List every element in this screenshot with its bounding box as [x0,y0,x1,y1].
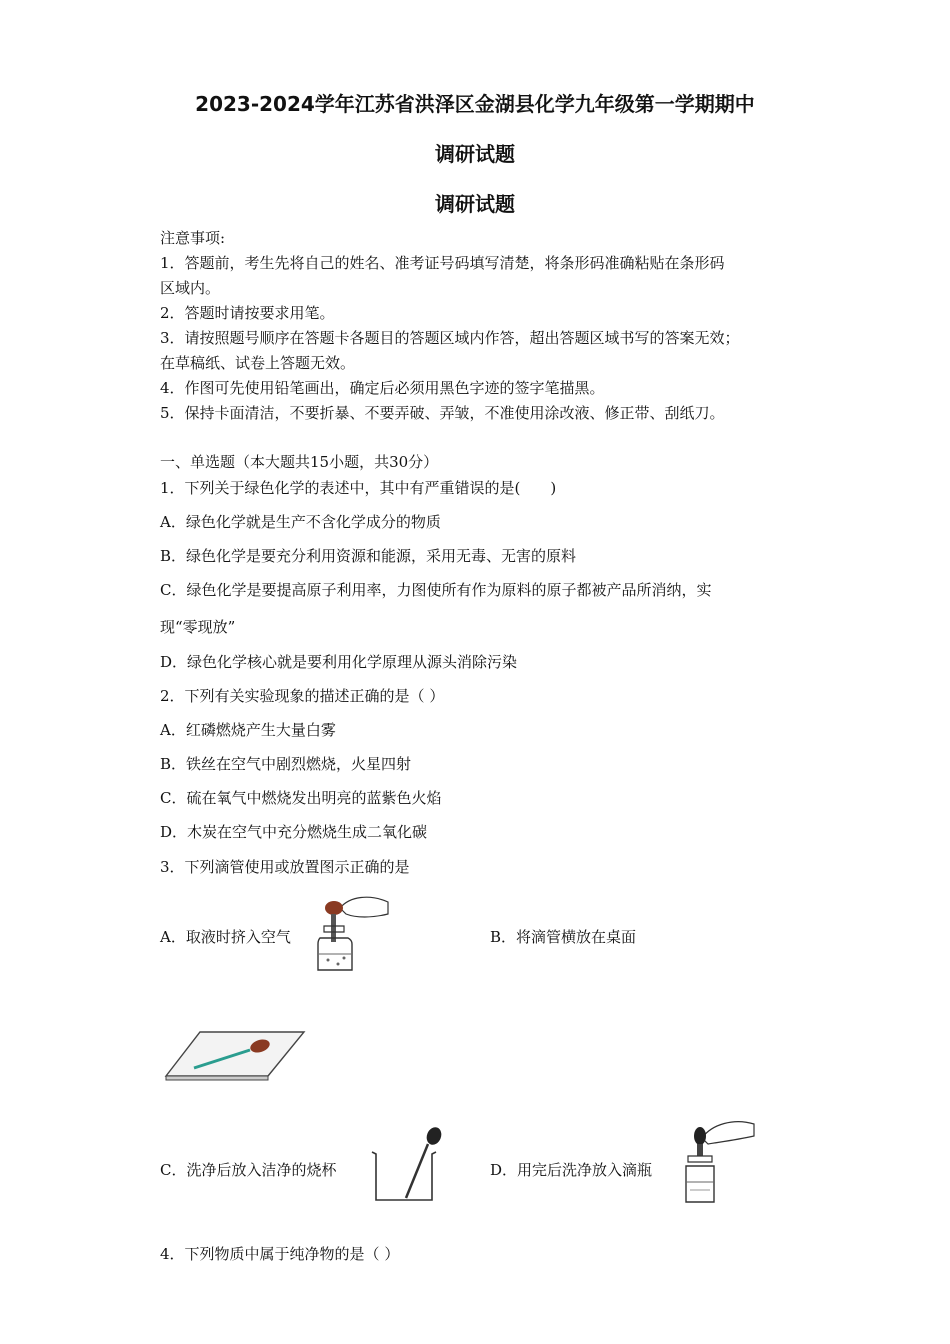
question-3-option-a: A．取液时挤入空气 [160,928,291,946]
question-3-option-c: C．洗净后放入洁净的烧杯 [160,1161,337,1179]
question-1-option-a: A．绿色化学就是生产不含化学成分的物质 [160,513,441,531]
question-2-stem: 2．下列有关实验现象的描述正确的是（ ） [160,687,445,705]
question-3-option-b: B．将滴管横放在桌面 [490,928,637,946]
notice-item: 5．保持卡面清洁，不要折暴、不要弄破、弄皱，不准使用涂改液、修正带、刮纸刀。 [160,404,725,422]
notice-item: 4．作图可先使用铅笔画出，确定后必须用黑色字迹的签字笔描黑。 [160,379,605,397]
page-subtitle-repeat: 调研试题 [435,192,515,216]
question-3-stem: 3．下列滴管使用或放置图示正确的是 [160,858,410,876]
question-2-option-a: A．红磷燃烧产生大量白雾 [160,721,336,739]
page-subtitle: 调研试题 [435,142,515,166]
page-title: 2023-2024学年江苏省洪泽区金湖县化学九年级第一学期期中 [195,92,755,116]
question-4-stem: 4．下列物质中属于纯净物的是（ ） [160,1245,400,1263]
question-1-option-d: D．绿色化学核心就是要利用化学原理从源头消除污染 [160,653,518,671]
dropper-in-beaker-figure [368,1124,444,1204]
dropper-into-bottle-figure [678,1110,758,1206]
question-1-option-b: B．绿色化学是要充分利用资源和能源，采用无毒、无害的原料 [160,547,577,565]
dropper-squeeze-bottle-figure [310,888,392,978]
notice-item: 在草稿纸、试卷上答题无效。 [160,354,356,372]
question-3-option-d: D．用完后洗净放入滴瓶 [490,1161,653,1179]
notice-heading: 注意事项: [160,229,226,247]
question-1-option-c: C．绿色化学是要提高原子利用率，力图使所有作为原料的原子都被产品所消纳，实 [160,581,712,599]
notice-item: 2．答题时请按要求用笔。 [160,304,335,322]
section-heading: 一、单选题（本大题共15小题，共30分） [160,453,439,471]
question-2-option-b: B．铁丝在空气中剧烈燃烧，火星四射 [160,755,412,773]
dropper-on-table-figure [164,1030,306,1082]
question-1-stem: 1．下列关于绿色化学的表述中，其中有严重错误的是( ) [160,479,557,497]
notice-item: 区域内。 [160,279,221,297]
question-2-option-c: C．硫在氧气中燃烧发出明亮的蓝紫色火焰 [160,789,442,807]
question-2-option-d: D．木炭在空气中充分燃烧生成二氧化碳 [160,823,428,841]
notice-item: 1．答题前，考生先将自己的姓名、准考证号码填写清楚，将条形码准确粘贴在条形码 [160,254,725,272]
notice-item: 3．请按照题号顺序在答题卡各题目的答题区域内作答，超出答题区域书写的答案无效； [160,329,740,347]
question-1-option-c-cont: 现“零现放” [160,618,236,636]
